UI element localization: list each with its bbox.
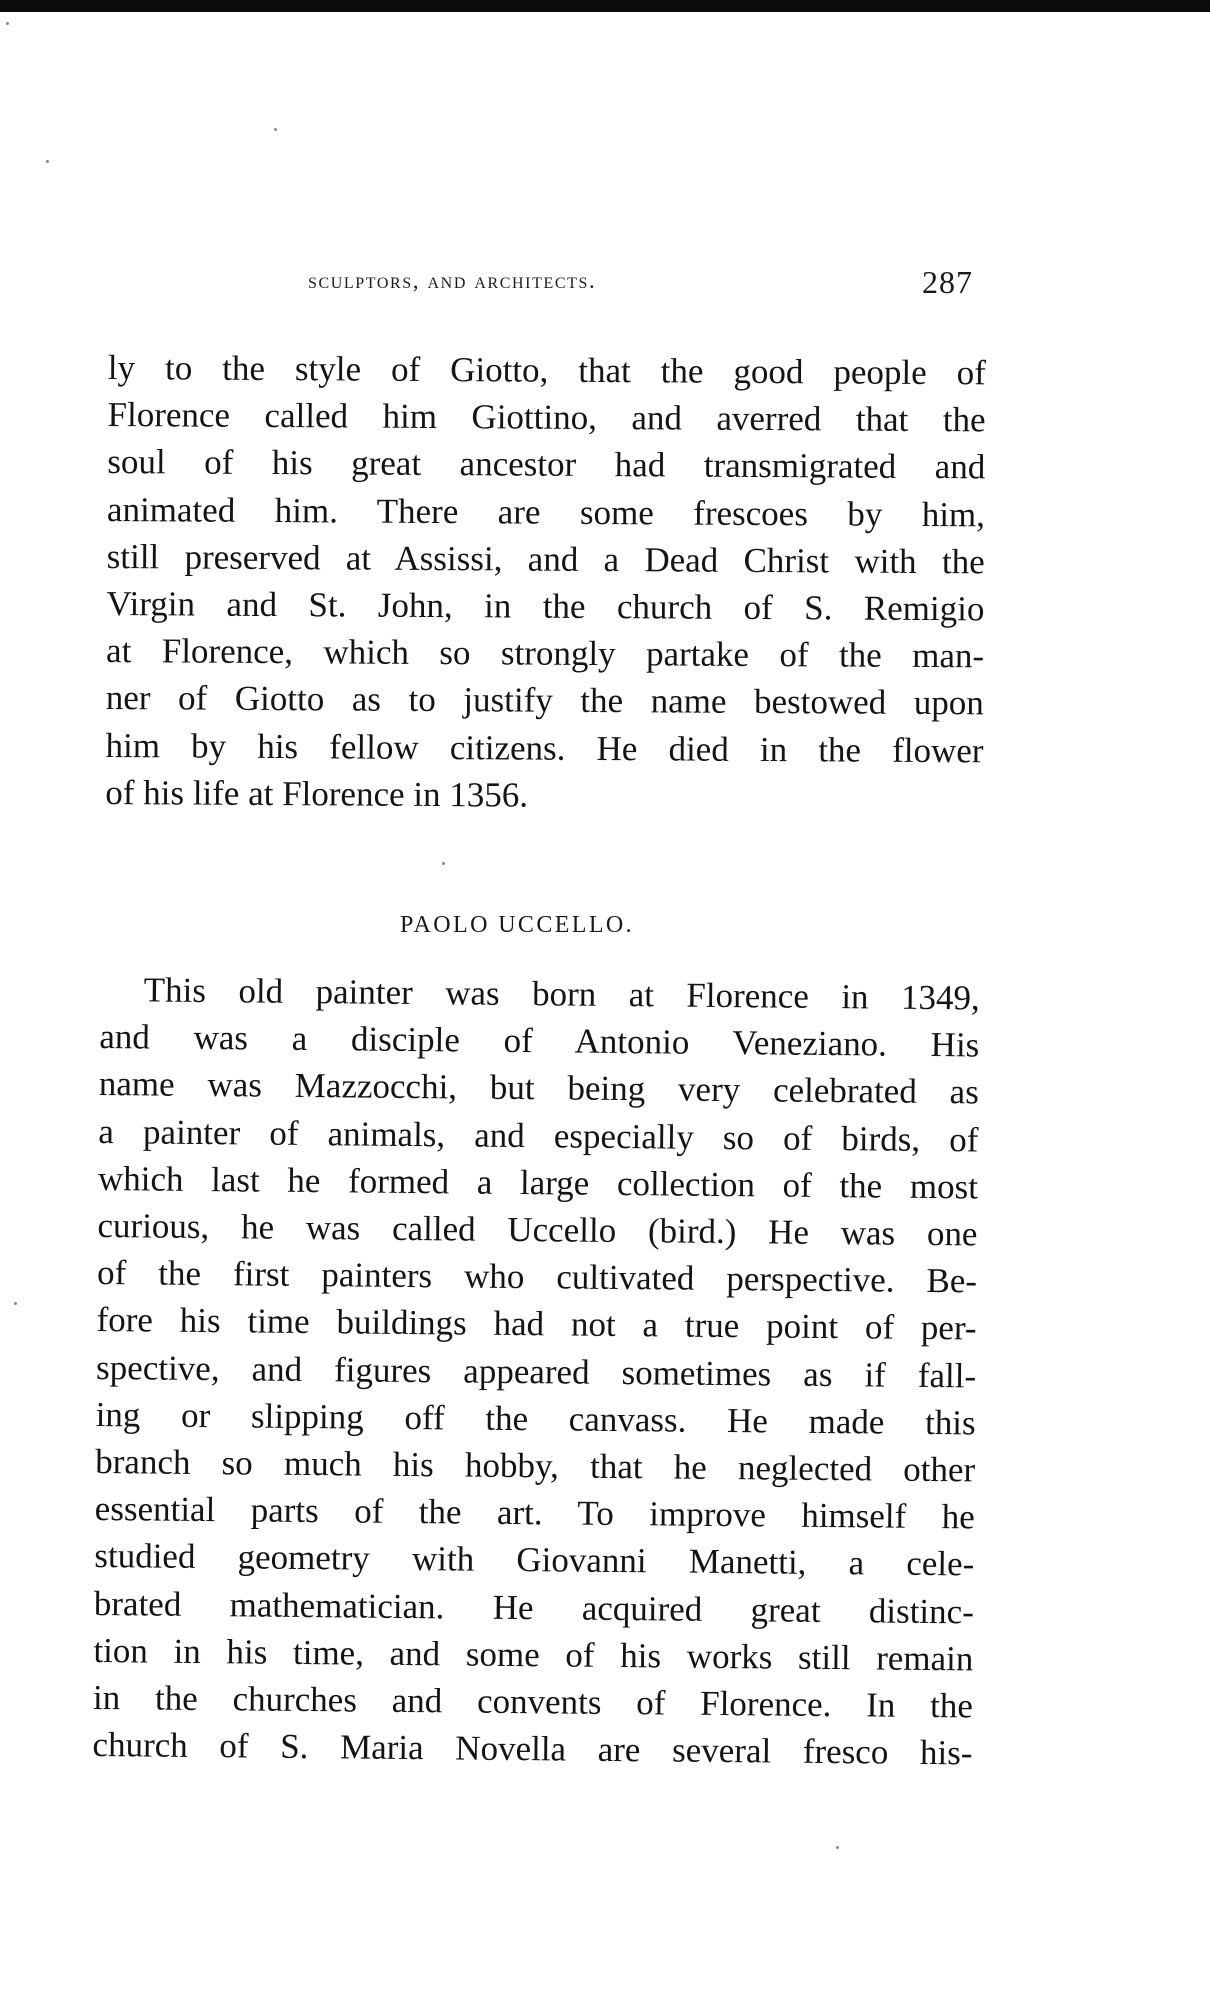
text-line: in the churches and convents of Florence. In the xyxy=(92,1678,974,1726)
text-line: ing or slipping off the canvass. He made this xyxy=(95,1394,976,1443)
text-line: ner of Giotto as to justify the name bestowed upon xyxy=(105,678,984,723)
running-head-title: sculptors, and architects. xyxy=(308,268,597,293)
text-line: of his life at Florence in 1356. xyxy=(105,772,529,815)
text-line: and was a disciple of Antonio Veneziano. His xyxy=(99,1017,980,1065)
text-line: spective, and figures appeared sometimes as if fall- xyxy=(95,1347,977,1396)
text-line-content: This old painter was born at Florence in 1349, xyxy=(143,970,980,1018)
scan-speck xyxy=(46,160,49,163)
text-line: which last he formed a large collection of the most xyxy=(97,1158,979,1207)
text-line: at Florence, which so strongly partake of the man- xyxy=(106,631,985,676)
text-line: tion in his time, and some of his works still remain xyxy=(93,1630,974,1679)
text-line: Virgin and St. John, in the church of S. Remigio xyxy=(106,584,985,629)
text-line: church of S. Maria Novella are several fresco his- xyxy=(92,1725,973,1773)
page-number: 287 xyxy=(922,264,973,300)
scan-speck xyxy=(6,22,9,25)
text-line: a painter of animals, and especially so of birds, of xyxy=(98,1111,979,1160)
text-line: ly to the style of Giotto, that the good people of xyxy=(107,347,986,393)
text-line: soul of his great ancestor had transmigrated and xyxy=(107,442,986,487)
text-line: brated mathematician. He acquired great distinc- xyxy=(93,1583,975,1632)
text-line: studied geometry with Giovanni Manetti, a cele- xyxy=(94,1536,975,1584)
text-line: animated him. There are some frescoes by him, xyxy=(106,489,986,534)
paragraph-2 xyxy=(92,966,980,1777)
scan-speck xyxy=(274,128,277,131)
text-line: fore his time buildings had not a true point of per- xyxy=(96,1300,977,1348)
paragraph-1 xyxy=(105,344,986,821)
text-line: still preserved at Assissi, and a Dead Christ with the xyxy=(106,536,985,582)
text-line: name was Mazzocchi, but being very celebrated as xyxy=(98,1064,980,1112)
scan-speck xyxy=(442,862,445,865)
text-line: branch so much his hobby, that he neglected other xyxy=(95,1442,976,1490)
text-line: of the first painters who cultivated perspective. Be- xyxy=(96,1253,978,1301)
scan-speck xyxy=(14,1302,17,1305)
text-line: essential parts of the art. To improve himself he xyxy=(94,1489,975,1537)
text-line: curious, he was called Uccello (bird.) He was one xyxy=(97,1206,978,1254)
section-heading: PAOLO UCCELLO. xyxy=(400,912,635,938)
text-line: him by his fellow citizens. He died in the flower xyxy=(105,725,984,770)
scan-speck xyxy=(836,1846,839,1849)
text-line-indented xyxy=(100,966,980,1022)
text-line: Florence called him Giottino, and averred that the xyxy=(107,395,986,440)
